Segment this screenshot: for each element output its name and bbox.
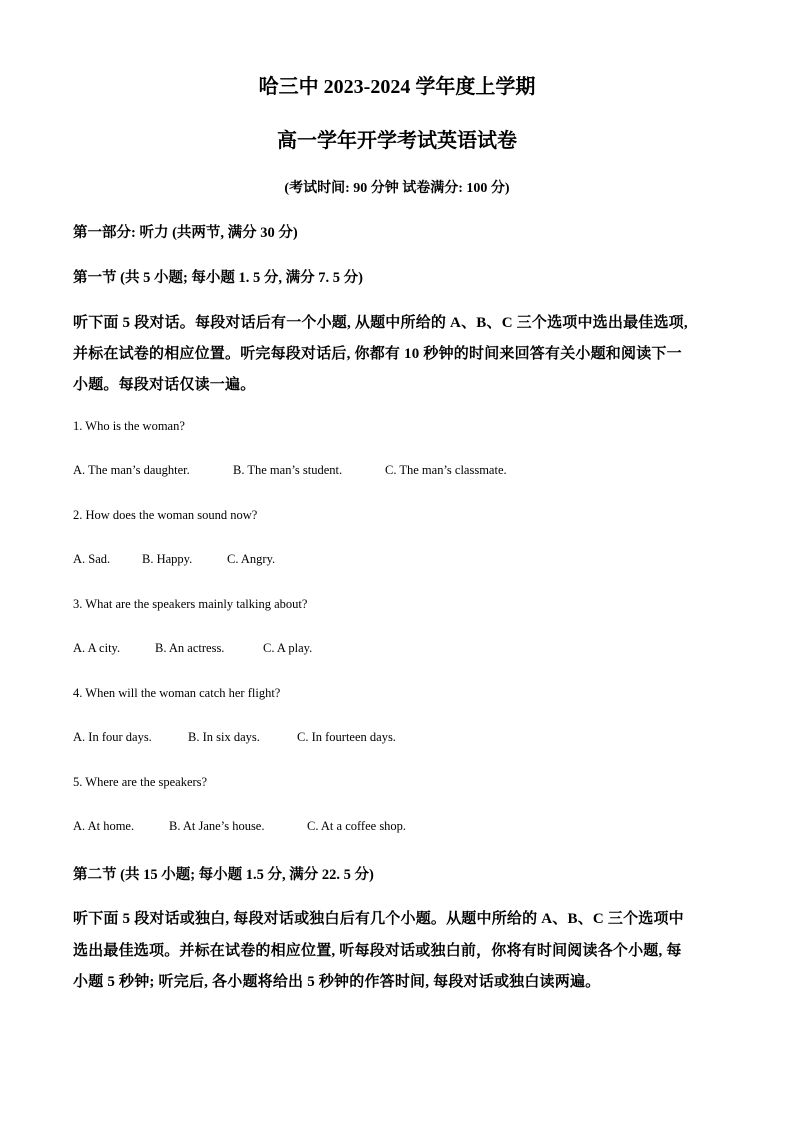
section2-instruction-line: 听下面 5 段对话或独白, 每段对话或独白后有几个小题。从题中所给的 A、B、C 三个选项中 <box>73 911 684 927</box>
option-a: A. In four days. <box>73 730 152 744</box>
section2-instruction-line: 选出最佳选项。并标在试卷的相应位置, 听每段对话或独白前，你将有时间阅读各个小题, 每 <box>73 943 682 959</box>
section1-instruction-line: 听下面 5 段对话。每段对话后有一个小题, 从题中所给的 A、B、C 三个选项中选出最佳选项, <box>73 315 688 331</box>
option-a: A. The man’s daughter. <box>73 463 190 477</box>
section1-heading: 第一节 (共 5 小题; 每小题 1. 5 分, 满分 7. 5 分) <box>73 270 363 286</box>
option-c: C. A play. <box>263 641 313 655</box>
question-2: 2. How does the woman sound now? <box>73 508 258 522</box>
option-a: A. A city. <box>73 641 121 655</box>
option-c: C. In fourteen days. <box>297 730 396 744</box>
section2-instruction-line: 小题 5 秒钟; 听完后, 各小题将给出 5 秒钟的作答时间, 每段对话或独白读两遍。 <box>73 974 601 990</box>
option-a: A. Sad. <box>73 552 111 566</box>
question-1: 1. Who is the woman? <box>73 419 185 433</box>
option-b: B. In six days. <box>188 730 260 744</box>
question-1-options <box>73 463 507 478</box>
option-b: B. An actress. <box>155 641 225 655</box>
option-b: B. The man’s student. <box>233 463 343 477</box>
option-c: C. At a coffee shop. <box>307 819 407 833</box>
option-b: B. At Jane’s house. <box>169 819 265 833</box>
exam-info: (考试时间: 90 分钟 试卷满分: 100 分) <box>284 181 510 196</box>
option-c: C. Angry. <box>227 552 276 566</box>
option-a: A. At home. <box>73 819 135 833</box>
option-b: B. Happy. <box>142 552 193 566</box>
section2-heading: 第二节 (共 15 小题; 每小题 1.5 分, 满分 22. 5 分) <box>73 867 374 883</box>
question-3: 3. What are the speakers mainly talking about? <box>73 597 308 611</box>
exam-title-line2: 高一学年开学考试英语试卷 <box>277 130 517 152</box>
question-2-options <box>73 552 275 567</box>
section1-instruction-line: 并标在试卷的相应位置。听完每段对话后, 你都有 10 秒钟的时间来回答有关小题和阅读下一 <box>73 346 682 362</box>
question-5: 5. Where are the speakers? <box>73 775 208 789</box>
option-c: C. The man’s classmate. <box>385 463 507 477</box>
question-4-options <box>73 730 396 745</box>
question-5-options <box>73 819 406 834</box>
question-3-options <box>73 641 312 656</box>
part1-heading: 第一部分: 听力 (共两节, 满分 30 分) <box>73 225 298 241</box>
question-4: 4. When will the woman catch her flight? <box>73 686 281 700</box>
section1-instruction-line: 小题。每段对话仅读一遍。 <box>73 377 256 393</box>
exam-title-line1: 哈三中 2023-2024 学年度上学期 <box>258 76 536 98</box>
